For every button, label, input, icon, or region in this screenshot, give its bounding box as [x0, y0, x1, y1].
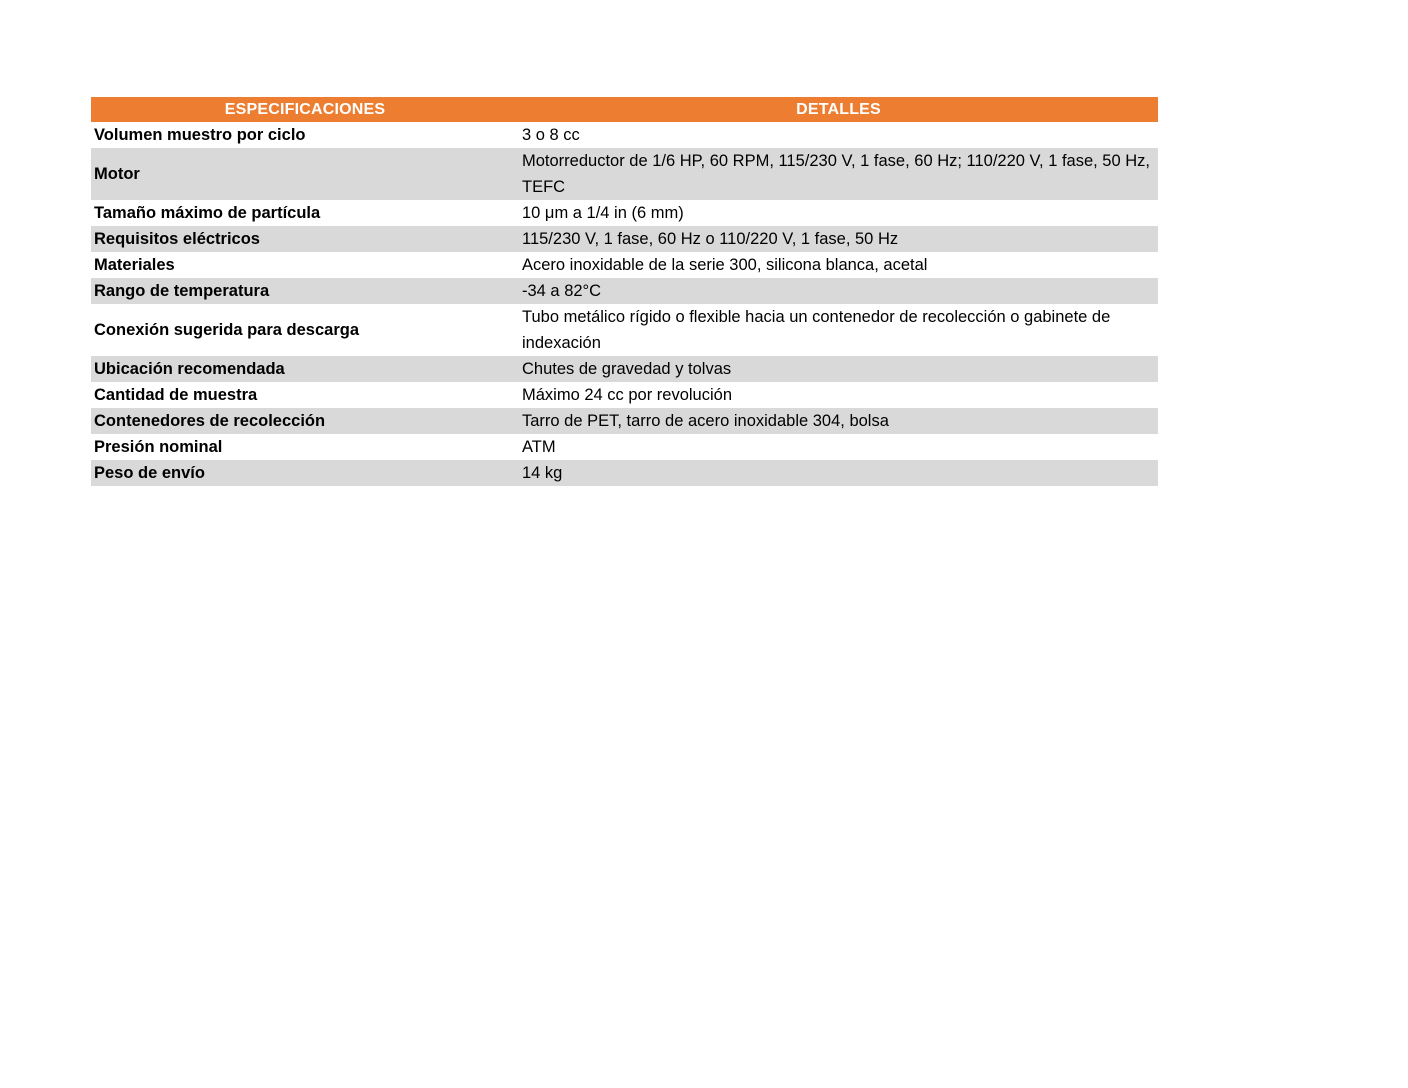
spec-detail: Máximo 24 cc por revolución [522, 386, 733, 404]
specifications-sheet [91, 97, 1158, 486]
spec-label: Peso de envío [91, 460, 519, 486]
table-header-row [91, 97, 1158, 122]
specifications-table [91, 97, 1158, 486]
table-row [91, 460, 1158, 486]
spec-detail: Tubo metálico rígido o flexible hacia un contenedor de recolección o gabinete de indexación [522, 308, 1111, 352]
spec-detail: 3 o 8 cc [522, 126, 580, 144]
spec-label: Presión nominal [94, 438, 223, 456]
spec-label: Tamaño máximo de partícula [94, 204, 321, 222]
table-row [91, 122, 1158, 148]
spec-detail: Tarro de PET, tarro de acero inoxidable 304, bolsa [519, 408, 1158, 434]
spec-label: Contenedores de recolección [91, 408, 519, 434]
spec-label: Requisitos eléctricos [91, 226, 519, 252]
spec-label: Motor [91, 148, 519, 200]
spec-detail: 10 μm a 1/4 in (6 mm) [522, 204, 684, 222]
table-row [91, 434, 1158, 460]
spec-detail: Acero inoxidable de la serie 300, silicona blanca, acetal [522, 256, 928, 274]
table-row [91, 252, 1158, 278]
table-row [91, 200, 1158, 226]
spec-label: Rango de temperatura [91, 278, 519, 304]
header-detalles: DETALLES [796, 100, 881, 118]
table-row [91, 356, 1158, 382]
spec-detail: 14 kg [519, 460, 1158, 486]
table-row [91, 278, 1158, 304]
spec-detail: 115/230 V, 1 fase, 60 Hz o 110/220 V, 1 fase, 50 Hz [519, 226, 1158, 252]
spec-detail: -34 a 82°C [519, 278, 1158, 304]
table-row [91, 408, 1158, 434]
header-especificaciones: ESPECIFICACIONES [224, 100, 386, 118]
table-row [91, 148, 1158, 200]
table-row [91, 304, 1158, 356]
spec-detail: Motorreductor de 1/6 HP, 60 RPM, 115/230 V, 1 fase, 60 Hz; 110/220 V, 1 fase, 50 Hz, TEFC [519, 148, 1158, 200]
table-row [91, 382, 1158, 408]
table-row [91, 226, 1158, 252]
spec-label: Conexión sugerida para descarga [94, 321, 360, 339]
spec-label: Materiales [94, 256, 175, 274]
spec-detail: Chutes de gravedad y tolvas [519, 356, 1158, 382]
spec-label: Ubicación recomendada [91, 356, 519, 382]
spec-label: Cantidad de muestra [94, 386, 258, 404]
spec-detail: ATM [522, 438, 556, 456]
spec-label: Volumen muestro por ciclo [94, 126, 306, 144]
